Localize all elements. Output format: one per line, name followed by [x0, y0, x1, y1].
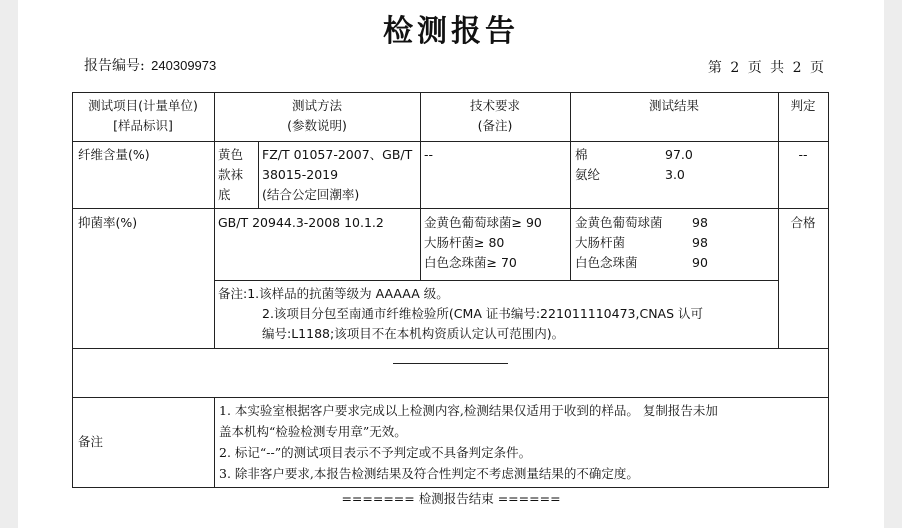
row1-sample-line: 黄色 [218, 147, 244, 162]
remarks-line: 2. 标记“--”的测试项目表示不予判定或不具备判定条件。 [219, 445, 532, 460]
row2-result-name: 金黄色葡萄球菌 [575, 215, 663, 230]
table-border-left [72, 92, 73, 488]
row2-note-line: 编号:L1188;该项目不在本机构资质认定认可范围内)。 [262, 326, 565, 341]
remarks-line: 盖本机构“检验检测专用章”无效。 [219, 424, 407, 439]
header-item [72, 96, 214, 136]
page-indicator: 第 2 页 共 2 页 [707, 60, 826, 76]
table-col-requirement [570, 92, 571, 280]
report-title: 检测报告 [383, 14, 519, 49]
row1-result-name: 棉 [575, 147, 588, 162]
header-result: 测试结果 [648, 98, 699, 113]
row1-result-name: 氨纶 [575, 167, 601, 182]
header-method [214, 96, 420, 136]
report-number-label: 报告编号: [84, 58, 145, 74]
row1-item: 纤维含量(%) [78, 147, 150, 162]
row2-requirement-line: 大肠杆菌≥ 80 [424, 235, 505, 250]
table-border-top [72, 92, 829, 93]
report-end-marker: ======= 检测报告结束 ====== [341, 491, 561, 506]
row2-result-name: 白色念珠菌 [575, 255, 638, 270]
row1-result-value: 97.0 [665, 147, 693, 162]
header-requirement [420, 96, 570, 136]
table-col-sample [258, 141, 259, 208]
row1-method-line: (结合公定回潮率) [262, 187, 360, 202]
header-requirement-line2: (备注) [477, 118, 513, 133]
row2-note-line: 2.该项目分包至南通市纤维检验所(CMA 证书编号:221011110473,CNAS 认可 [262, 306, 703, 321]
row1-method [262, 145, 412, 205]
table-rule-header [72, 141, 829, 142]
row2-judge: 合格 [790, 215, 816, 230]
row2-requirement-line: 白色念珠菌≥ 70 [424, 255, 517, 270]
row1-method-line: FZ/T 01057-2007、GB/T [262, 147, 413, 162]
row1-sample [218, 145, 243, 205]
header-item-line2: [样品标识] [113, 118, 173, 133]
row2-result-value: 98 [692, 215, 708, 230]
row2-item: 抑菌率(%) [78, 215, 138, 230]
remarks-label: 备注 [78, 434, 104, 449]
row2-note-line: 备注:1.该样品的抗菌等级为 AAAAA 级。 [218, 286, 449, 301]
row2-requirements [424, 213, 542, 273]
row2-result-value: 90 [692, 255, 708, 270]
table-border-right [828, 92, 829, 488]
table-rule-row2-notes [214, 280, 779, 281]
remarks-line: 1. 本实验室根据客户要求完成以上检测内容,检测结果仅适用于收到的样品。 复制报告未加 [219, 403, 718, 418]
header-judge: 判定 [790, 98, 816, 113]
row2-method: GB/T 20944.3-2008 10.1.2 [218, 215, 384, 230]
blank-row-dash [393, 363, 508, 364]
remarks-line: 3. 除非客户要求,本报告检测结果及符合性判定不考虑测量结果的不确定度。 [219, 466, 639, 481]
table-rule-row1 [72, 208, 829, 209]
report-number [84, 55, 216, 75]
header-method-line1: 测试方法 [291, 98, 342, 113]
row1-result-value: 3.0 [665, 167, 685, 182]
row2-result-name: 大肠杆菌 [575, 235, 626, 250]
row2-requirement-line: 金黄色葡萄球菌≥ 90 [424, 215, 542, 230]
row1-sample-line: 款袜 [218, 167, 244, 182]
page-margin-left [0, 0, 18, 528]
row1-judge: -- [798, 147, 808, 162]
row1-sample-line: 底 [218, 187, 231, 202]
page-margin-right [884, 0, 902, 528]
table-border-bottom [72, 487, 829, 488]
row1-method-line: 38015-2019 [262, 167, 339, 182]
header-item-line1: 测试项目(计量单位) [88, 98, 198, 113]
row1-requirement: -- [424, 147, 434, 162]
table-rule-blank [72, 397, 829, 398]
row2-result-value: 98 [692, 235, 708, 250]
table-rule-row2 [72, 348, 829, 349]
report-number-value: 240309973 [151, 58, 217, 73]
header-method-line2: (参数说明) [287, 118, 347, 133]
header-requirement-line1: 技术要求 [469, 98, 520, 113]
table-col-remark [214, 397, 215, 488]
